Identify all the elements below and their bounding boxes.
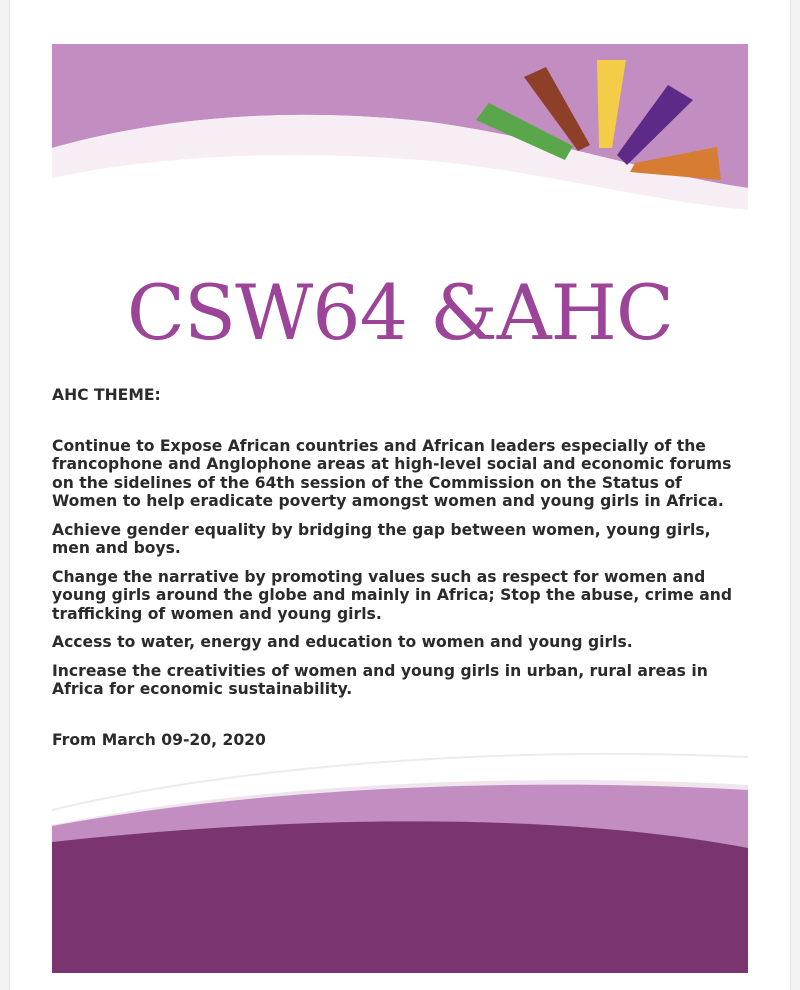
page-title: CSW64 &AHC (126, 268, 674, 357)
theme-point: Continue to Expose African countries and African leaders especially of the francophone and Anglophone areas at high-level social and economic forums on the sidelines of the 64th session of the Commission on the Status of Women to help eradicate poverty amongst women and young girls in Africa. (52, 436, 732, 510)
theme-heading: AHC THEME: (52, 386, 161, 404)
theme-point: Increase the creativities of women and young girls in urban, rural areas in Africa for economic sustainability. (52, 661, 708, 698)
theme-point: Change the narrative by promoting values such as respect for women and young girls around the globe and mainly in Africa; Stop the abuse, crime and trafficking of women and young girls. (52, 567, 733, 623)
theme-point: Access to water, energy and education to women and young girls. (52, 633, 633, 651)
flyer-content (52, 386, 752, 749)
theme-point: Achieve gender equality by bridging the gap between women, young girls, men and boys. (52, 520, 711, 557)
event-dates: From March 09-20, 2020 (52, 730, 266, 749)
bottom-dark-band (52, 821, 748, 973)
